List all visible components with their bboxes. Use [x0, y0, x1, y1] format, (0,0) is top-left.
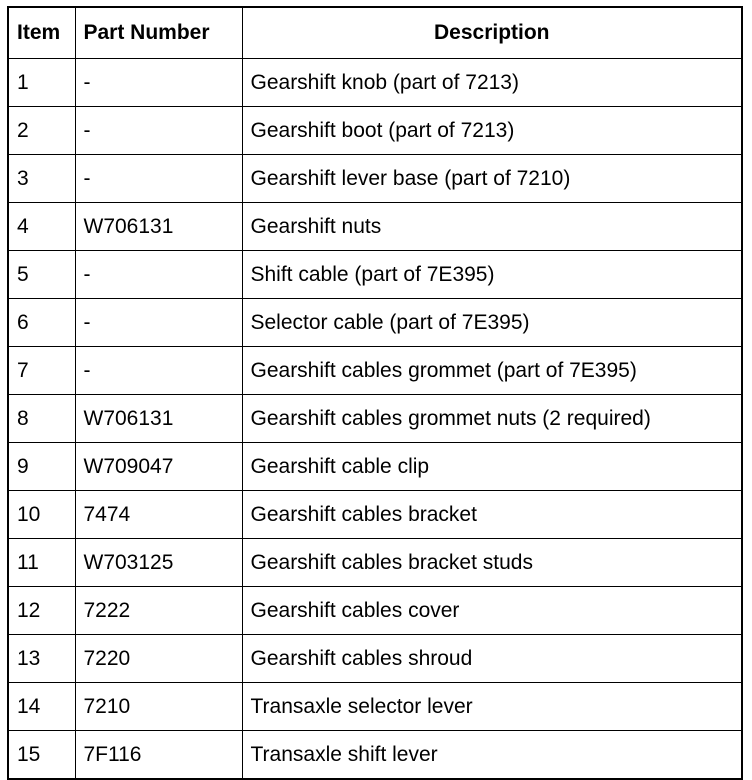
cell-item: 6 [8, 299, 75, 347]
cell-part-number: - [75, 155, 242, 203]
cell-part-number: W703125 [75, 539, 242, 587]
cell-item: 1 [8, 59, 75, 107]
cell-part-number: 7F116 [75, 731, 242, 780]
cell-description: Transaxle shift lever [242, 731, 742, 780]
cell-part-number: - [75, 251, 242, 299]
cell-description: Gearshift cables cover [242, 587, 742, 635]
table-row [8, 731, 742, 780]
cell-item: 9 [8, 443, 75, 491]
cell-part-number: W709047 [75, 443, 242, 491]
cell-item: 15 [8, 731, 75, 780]
table-row [8, 107, 742, 155]
table-row [8, 539, 742, 587]
cell-item: 11 [8, 539, 75, 587]
cell-description: Selector cable (part of 7E395) [242, 299, 742, 347]
parts-table [7, 6, 743, 780]
cell-description: Gearshift nuts [242, 203, 742, 251]
cell-item: 14 [8, 683, 75, 731]
cell-part-number: - [75, 59, 242, 107]
table-row [8, 443, 742, 491]
cell-description: Shift cable (part of 7E395) [242, 251, 742, 299]
cell-part-number: W706131 [75, 203, 242, 251]
table-row [8, 155, 742, 203]
table-row [8, 299, 742, 347]
table-row [8, 59, 742, 107]
header-item: Item [8, 7, 75, 59]
cell-description: Gearshift cables bracket [242, 491, 742, 539]
cell-description: Gearshift lever base (part of 7210) [242, 155, 742, 203]
cell-item: 5 [8, 251, 75, 299]
header-description: Description [242, 7, 742, 59]
cell-item: 10 [8, 491, 75, 539]
cell-part-number: - [75, 347, 242, 395]
cell-part-number: - [75, 299, 242, 347]
cell-part-number: - [75, 107, 242, 155]
cell-item: 2 [8, 107, 75, 155]
table-header-row [8, 7, 742, 59]
header-part-number: Part Number [75, 7, 242, 59]
table-row [8, 347, 742, 395]
table-row [8, 491, 742, 539]
cell-part-number: 7474 [75, 491, 242, 539]
cell-item: 8 [8, 395, 75, 443]
table-row [8, 251, 742, 299]
cell-item: 13 [8, 635, 75, 683]
cell-item: 3 [8, 155, 75, 203]
table-body [8, 59, 742, 780]
table-row [8, 683, 742, 731]
cell-part-number: 7220 [75, 635, 242, 683]
cell-item: 4 [8, 203, 75, 251]
cell-part-number: 7222 [75, 587, 242, 635]
table-row [8, 587, 742, 635]
cell-description: Gearshift boot (part of 7213) [242, 107, 742, 155]
cell-description: Gearshift cables grommet (part of 7E395) [242, 347, 742, 395]
table-row [8, 395, 742, 443]
table-row [8, 635, 742, 683]
cell-part-number: W706131 [75, 395, 242, 443]
cell-description: Transaxle selector lever [242, 683, 742, 731]
cell-description: Gearshift cable clip [242, 443, 742, 491]
cell-description: Gearshift knob (part of 7213) [242, 59, 742, 107]
cell-part-number: 7210 [75, 683, 242, 731]
cell-description: Gearshift cables bracket studs [242, 539, 742, 587]
table-row [8, 203, 742, 251]
cell-item: 12 [8, 587, 75, 635]
cell-description: Gearshift cables grommet nuts (2 required) [242, 395, 742, 443]
cell-item: 7 [8, 347, 75, 395]
cell-description: Gearshift cables shroud [242, 635, 742, 683]
